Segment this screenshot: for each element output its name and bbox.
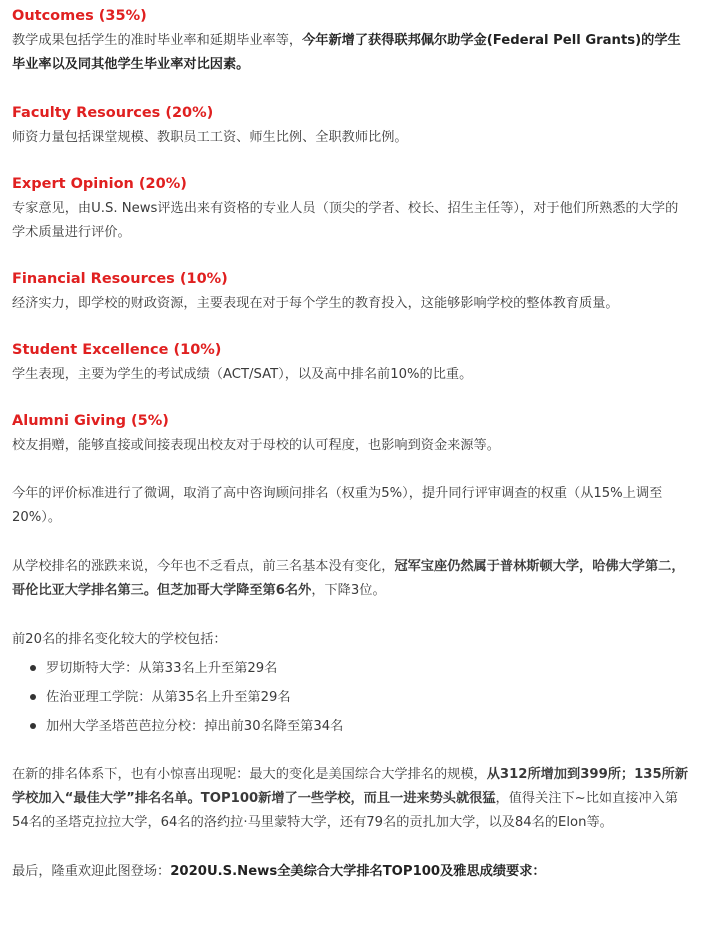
changes-intro: 前20名的排名变化较大的学校包括：	[12, 632, 227, 647]
list-item-text: 罗切斯特大学：从第33名上升至第29名	[46, 661, 278, 676]
surprise-text-normal: 在新的排名体系下，也有小惊喜出现呢：最大的变化是美国综合大学排名的规模，	[12, 767, 487, 782]
ranking-text-normal-2: ，下降3位。	[311, 583, 386, 598]
list-item-text: 佐治亚理工学院：从第35名上升至第29名	[46, 690, 291, 705]
list-item	[28, 712, 689, 741]
section-outcomes	[12, 6, 689, 77]
section-text-normal: 教学成果包括学生的准时毕业率和延期毕业率等，	[12, 33, 303, 48]
section-title: Outcomes (35%)	[12, 8, 147, 24]
section-text: 师资力量包括课堂规模、教职员工工资、师生比例、全职教师比例。	[12, 130, 408, 145]
final-text-bold: 2020U.S.News全美综合大学排名TOP100及雅思成绩要求：	[170, 864, 546, 879]
list-item-text: 加州大学圣塔芭芭拉分校：掉出前30名降至第34名	[46, 719, 344, 734]
final-paragraph	[12, 860, 689, 884]
ranking-changes	[12, 628, 689, 741]
list-item	[28, 683, 689, 712]
adjustment-paragraph: 今年的评价标准进行了微调，取消了高中咨询顾问排名（权重为5%），提升同行评审调查的权重（从15%上调至20%）。	[12, 486, 663, 525]
surprise-text-bold: 从312所增加到399所；135所新学校加入“最佳大学”排名名单。TOP100新增了一些学校，而且一进来势头就很猛	[12, 767, 689, 806]
section-text	[12, 29, 689, 77]
changes-list	[12, 654, 689, 741]
list-item	[28, 654, 689, 683]
bullet-icon	[30, 665, 36, 671]
section-title: Alumni Giving (5%)	[12, 413, 169, 429]
section-student-excellence	[12, 340, 689, 387]
ranking-text-bold: 冠军宝座仍然属于普林斯顿大学，哈佛大学第二，哥伦比亚大学排名第三。但芝加哥大学降至第6名外	[12, 559, 685, 598]
section-text: 专家意见，由U.S. News评选出来有资格的专业人员（顶尖的学者、校长、招生主任等），对于他们所熟悉的大学的学术质量进行评价。	[12, 201, 679, 240]
final-text-normal: 最后，隆重欢迎此图登场：	[12, 864, 171, 879]
bullet-icon	[30, 723, 36, 729]
surprise-paragraph	[12, 763, 689, 835]
bullet-icon	[30, 694, 36, 700]
section-text: 经济实力，即学校的财政资源，主要表现在对于每个学生的教育投入，这能够影响学校的整体教育质量。	[12, 296, 619, 311]
section-title: Faculty Resources (20%)	[12, 105, 214, 121]
section-title: Expert Opinion (20%)	[12, 176, 187, 192]
ranking-text-normal: 从学校排名的涨跌来说，今年也不乏看点，前三名基本没有变化，	[12, 559, 395, 574]
section-text-bold: 今年新增了获得联邦佩尔助学金(Federal Pell Grants)的学生毕业率以及同其他学生毕业率对比因素。	[12, 33, 681, 72]
section-alumni-giving	[12, 411, 689, 458]
ranking-paragraph	[12, 555, 689, 603]
section-text: 校友捐赠，能够直接或间接表现出校友对于母校的认可程度，也影响到资金来源等。	[12, 438, 500, 453]
section-title: Financial Resources (10%)	[12, 271, 228, 287]
section-title: Student Excellence (10%)	[12, 342, 222, 358]
section-text: 学生表现，主要为学生的考试成绩（ACT/SAT），以及高中排名前10%的比重。	[12, 367, 473, 382]
section-expert-opinion	[12, 174, 689, 245]
surprise-text-normal-2: ，值得关注下~比如直接冲入第54名的圣塔克拉拉大学，64名的洛约拉·马里蒙特大学，还有79名的贡扎加大学，以及84名的Elon等。	[12, 791, 679, 830]
section-faculty-resources	[12, 103, 689, 150]
section-financial-resources	[12, 269, 689, 316]
